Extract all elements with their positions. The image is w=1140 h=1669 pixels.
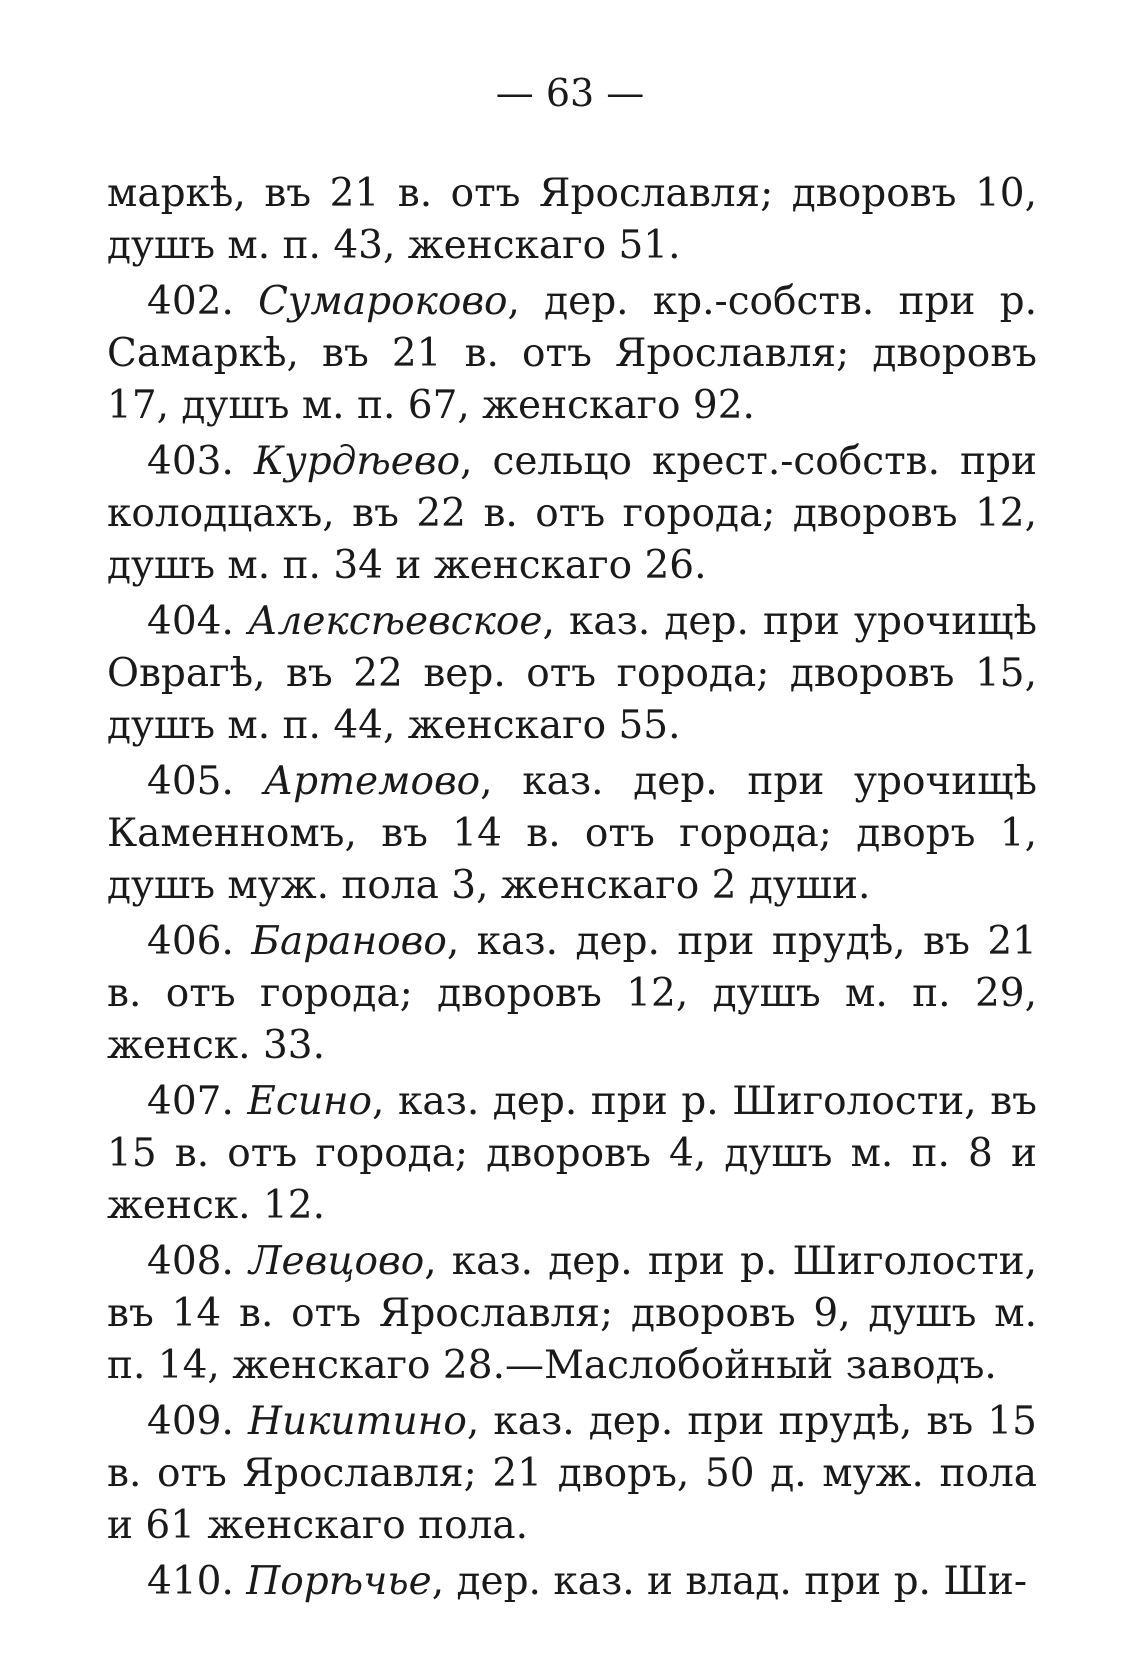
entry-text: , дер. кр.-собств. при р. Самаркѣ, въ 21 в. отъ Ярославля; дворовъ 17, душъ м. п. 67, женскаго 92. bbox=[107, 279, 1037, 428]
entry-name: Сумароково bbox=[258, 279, 508, 324]
entry-text: , каз. дер. при урочищѣ Оврагѣ, въ 22 вер. отъ города; дворовъ 15, душъ м. п. 44, женскаго 55. bbox=[107, 599, 1037, 748]
entry-text: , каз. дер. при прудѣ, въ 15 в. отъ Ярославля; 21 дворъ, 50 д. муж. пола и 61 женскаго пола. bbox=[107, 1399, 1037, 1548]
entry-number: 406. bbox=[147, 919, 234, 964]
entry-text: , каз. дер. при урочищѣ Каменномъ, въ 14 в. отъ города; дворъ 1, душъ муж. пола 3, женскаго 2 души. bbox=[107, 759, 1037, 908]
entry-name: Бараново bbox=[251, 919, 447, 964]
entry-name: Алексѣевское bbox=[247, 599, 543, 644]
entry-number: 409. bbox=[147, 1399, 234, 1444]
entry-name: Есино bbox=[247, 1079, 372, 1124]
entry-407 bbox=[107, 1076, 1037, 1232]
entry-text: , каз. дер. при р. Шиголости, въ 15 в. отъ города; дворовъ 4, душъ м. п. 8 и женск. 12. bbox=[107, 1079, 1037, 1228]
entry-405 bbox=[107, 756, 1037, 912]
entry-text: , каз. дер. при р. Шиголости, въ 14 в. отъ Ярославля; дворовъ 9, душъ м. п. 14, женскаго 28.—Маслобойный заводъ. bbox=[107, 1239, 1037, 1388]
entry-name: Курдѣево bbox=[253, 439, 461, 484]
entry-number: 407. bbox=[147, 1079, 234, 1124]
entry-number: 404. bbox=[147, 599, 234, 644]
entry-name: Левцово bbox=[249, 1239, 425, 1284]
entry-404 bbox=[107, 596, 1037, 752]
entry-403 bbox=[107, 436, 1037, 592]
entry-number: 410. bbox=[147, 1559, 234, 1604]
entry-409 bbox=[107, 1396, 1037, 1552]
entry-408 bbox=[107, 1236, 1037, 1392]
entry-number: 408. bbox=[147, 1239, 234, 1284]
page-body bbox=[107, 168, 1037, 1612]
entry-name: Артемово bbox=[263, 759, 481, 804]
entry-402 bbox=[107, 276, 1037, 432]
entry-number: 405. bbox=[147, 759, 234, 804]
entry-406 bbox=[107, 916, 1037, 1072]
entry-number: 402. bbox=[147, 279, 234, 324]
entry-text: , каз. дер. при прудѣ, въ 21 в. отъ города; дворовъ 12, душъ м. п. 29, женск. 33. bbox=[107, 919, 1037, 1068]
entry-number: 403. bbox=[147, 439, 234, 484]
entry-text: , сельцо крест.-собств. при колодцахъ, въ 22 в. отъ города; дворовъ 12, душъ м. п. 34 и женскаго 26. bbox=[107, 439, 1037, 588]
entry-text: , дер. каз. и влад. при р. Ши- bbox=[431, 1559, 1028, 1604]
page-number: — 63 — bbox=[495, 71, 645, 115]
entry-410 bbox=[107, 1556, 1037, 1608]
entry-name: Порѣчье bbox=[246, 1559, 432, 1604]
continuation-paragraph: маркѣ, въ 21 в. отъ Ярославля; дворовъ 10, душъ м. п. 43, женскаго 51. bbox=[107, 171, 1037, 268]
entry-name: Никитино bbox=[248, 1399, 467, 1444]
